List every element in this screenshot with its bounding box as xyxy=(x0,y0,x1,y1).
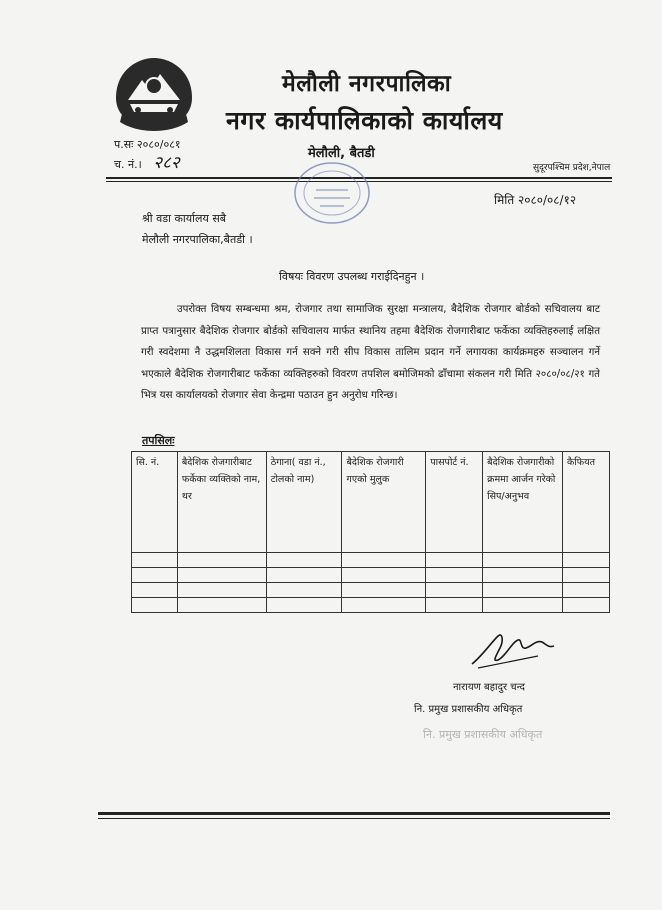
table-row xyxy=(132,568,610,583)
table-row xyxy=(132,553,610,568)
letter-date: मिति २०८०/०८/१२ xyxy=(494,193,577,207)
org-name-line1: मेलौली नगरपालिका xyxy=(282,71,452,97)
recipient-line2: मेलौली नगरपालिका,बैतडी । xyxy=(142,233,253,246)
letter-body: उपरोक्त विषय सम्बन्धमा श्रम, रोजगार तथा सामाजिक सुरक्षा मन्त्रालय, बैदेशिक रोजगार बोर्डको सचिवालय बाट प्राप्त पत्रानुसार बैदेशिक रोजगार बोर्डको सचिवालय मार्फत स्थानिय तहमा बैदेशिक रोजगारीबाट फर्केका व्यक्तिहरुलाई लक्षित गरी स्वदेशमा नै उद्धमशिलता विकास गर्न सक्ने गरी सीप विकास तालिम प्रदान गर्ने लगायका कार्यक्रमहरु सञ्चालन गर्ने भएकाले बैदेशिक रोजगारीबाट फर्केका व्यक्तिहरुको विवरण तपशिल बमोजिमको ढाँचामा संकलन गरी मिति २०८०/०८/२१ गते भित्र यस कार्यालयको रोजगार सेवा केन्द्रमा पठाउन हुन अनुरोध गरिन्छ। xyxy=(141,304,600,401)
col-remarks: कैफियत xyxy=(563,452,610,553)
org-place: मेलौली, बैतडी xyxy=(308,146,375,161)
signatory-stamp-text: नि. प्रमुख प्रशासकीय अधिकृत xyxy=(423,728,543,741)
col-skill: बैदेशिक रोजगारीको क्रममा आर्जन गरेको सिप/अनुभव xyxy=(483,452,563,553)
nepal-emblem-icon xyxy=(108,52,200,136)
details-table xyxy=(131,451,610,613)
signatory-title: नि. प्रमुख प्रशासकीय अधिकृत xyxy=(414,704,523,715)
col-country: बैदेशिक रोजगारी गएको मुलुक xyxy=(342,452,426,553)
letter-subject: विषयः विवरण उपलब्ध गराईदिनहुन । xyxy=(279,270,425,283)
col-name: बैदेशिक रोजगारीबाट फर्केका व्यक्तिको नाम, थर xyxy=(177,452,266,553)
col-passport: पासपोर्ट नं. xyxy=(426,452,483,553)
chalani-label: च. नं.। xyxy=(114,158,142,171)
signatory-name: नारायण बहादुर चन्द xyxy=(453,682,525,693)
table-header-row xyxy=(132,452,610,553)
col-serial: सि. नं. xyxy=(132,452,178,553)
table-row xyxy=(132,598,610,613)
recipient-line1: श्री वडा कार्यालय सबै xyxy=(142,212,227,225)
table-row xyxy=(132,583,610,598)
province-label: सुदूरपश्चिम प्रदेश,नेपाल xyxy=(533,163,611,173)
tapasil-label: तपसिलः xyxy=(142,434,175,447)
official-stamp-icon xyxy=(292,160,372,226)
footer-divider xyxy=(98,812,610,815)
col-address: ठेगाना( वडा नं., टोलको नाम) xyxy=(266,452,342,553)
signature-icon xyxy=(468,626,558,672)
footer-divider-thin xyxy=(98,818,610,819)
patra-sankhya: प.सः २०८०/०८१ xyxy=(114,138,181,151)
org-name-line2: नगर कार्यपालिकाको कार्यालय xyxy=(226,106,503,135)
chalani-number xyxy=(114,150,180,173)
chalani-handwritten-number: २८२ xyxy=(153,153,180,173)
